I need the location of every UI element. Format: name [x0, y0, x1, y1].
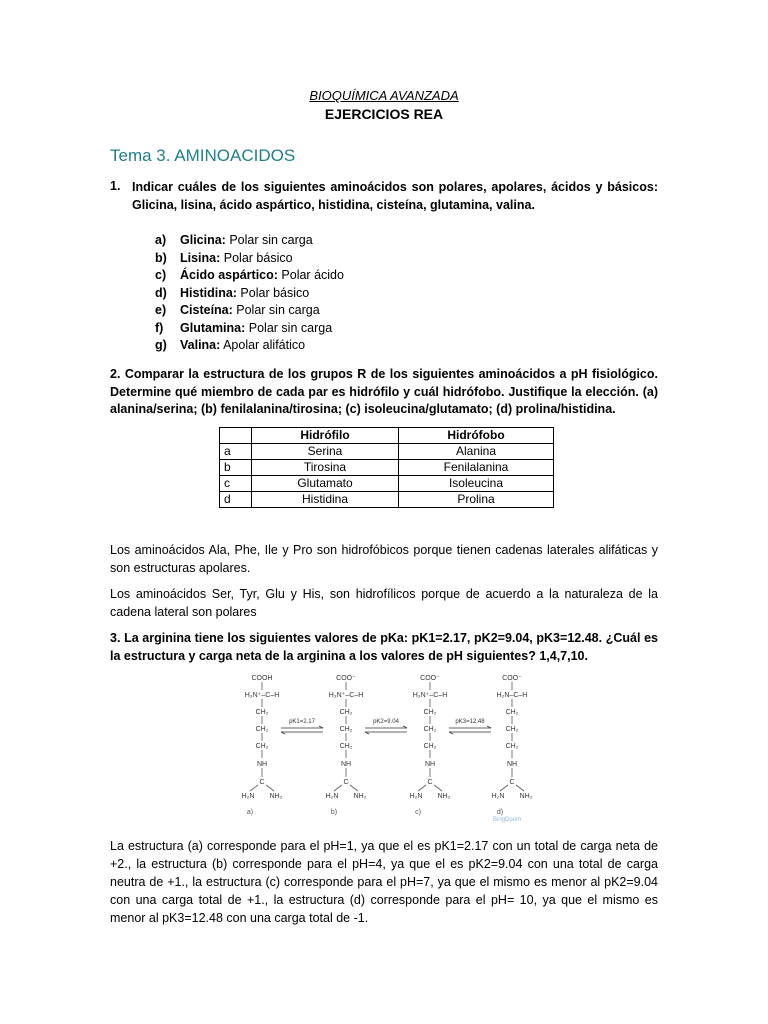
bond-line [334, 785, 342, 791]
carboxyl-label: COOH [251, 675, 273, 682]
equilibrium-arrow [281, 719, 323, 734]
ch2-label: CH₂ [423, 726, 437, 733]
table-cell: Serina [252, 444, 399, 460]
guanidino-right-label: NH₂ [437, 793, 451, 800]
item-desc: Polar básico [220, 250, 293, 265]
arginine-structure [410, 675, 451, 816]
panel-label: a) [246, 809, 254, 816]
item-name: Cisteína: [180, 303, 233, 317]
panel-label: d) [496, 809, 504, 816]
ch2-label: CH₂ [505, 743, 519, 750]
item-letter: a) [155, 233, 167, 247]
table-cell: d [220, 492, 252, 508]
nh-label: NH [506, 761, 518, 768]
alpha-carbon-label: H₃N⁺–C–H [412, 692, 448, 699]
question-1-text: Indicar cuáles de los siguientes aminoácidos son polares, apolares, ácidos y básicos: Glicina, lisina, ácido aspártico, histidina, cisteína, glutamina, valina. [132, 180, 658, 212]
table-cell: Alanina [399, 444, 554, 460]
pka-label: pK2=9.04 [373, 719, 399, 725]
item-desc: Polar sin carga [232, 303, 320, 317]
guanidino-left-label: H₂N [241, 793, 255, 800]
item-desc: Polar sin carga [245, 320, 333, 335]
arginine-structure [492, 675, 533, 816]
table-header-row [220, 428, 554, 444]
guanidino-right-label: NH₂ [353, 793, 367, 800]
item-desc: Polar básico [236, 285, 310, 300]
table-row [220, 444, 554, 460]
equilibrium-arrow [449, 719, 491, 734]
guanidino-left-label: H₂N [325, 793, 339, 800]
ch2-label: CH₂ [505, 709, 519, 716]
item-name: Glicina: [180, 233, 226, 247]
bond-line [418, 785, 426, 791]
guanidino-carbon-label: C [427, 779, 433, 786]
pka-label: pK3=12.48 [455, 719, 485, 725]
item-letter: c) [155, 268, 167, 282]
arginine-figure [231, 673, 541, 823]
guanidino-left-label: H₂N [409, 793, 423, 800]
table-header-cell [220, 428, 252, 444]
item-letter: f) [155, 320, 164, 335]
list-item [155, 320, 344, 338]
question-2-text: 2. Comparar la estructura de los grupos R de los siguientes aminoácidos a pH fisiológico. Determine qué miembro de cada par es hidrófilo y cuál hidrófobo. Justifique la elección. (a) alanina/serina; (b) fenilalanina/tirosina; (c) isoleucina/glutamato; (d) prolina/histidina. [110, 367, 658, 416]
panel-label: c) [415, 809, 421, 816]
list-item [155, 267, 344, 285]
item-name: Lisina: [180, 250, 221, 265]
paragraph-hydrophobic: Los aminoácidos Ala, Phe, Ile y Pro son hidrofóbicos porque tienen cadenas laterales alifáticas y son estructuras apolares. [110, 543, 658, 575]
document-title: EJERCICIOS REA [324, 106, 444, 122]
panel-label: b) [330, 809, 338, 816]
table-cell: b [220, 460, 252, 476]
ch2-label: CH₂ [339, 743, 353, 750]
bond-line [250, 785, 258, 791]
ch2-label: CH₂ [255, 743, 269, 750]
nh-label: NH [424, 761, 436, 768]
table-cell: Prolina [399, 492, 554, 508]
ch2-label: CH₂ [255, 709, 269, 716]
guanidino-right-label: NH₂ [519, 793, 533, 800]
bond-line [500, 785, 508, 791]
table-row [220, 460, 554, 476]
table-cell: c [220, 476, 252, 492]
guanidino-left-label: H₂N [491, 793, 505, 800]
item-desc: Apolar alifático [220, 338, 306, 352]
list-item [155, 302, 344, 320]
item-letter: d) [155, 285, 167, 300]
ch2-label: CH₂ [339, 726, 353, 733]
item-letter: g) [155, 338, 167, 352]
pka-label: pK1=2.17 [289, 719, 315, 725]
figure-watermark: BingDoom [492, 817, 522, 823]
alpha-carbon-label: H₃N⁺–C–H [328, 692, 364, 699]
bond-line [516, 785, 524, 791]
arginine-structure [242, 675, 283, 816]
bond-line [434, 785, 442, 791]
carboxyl-label: COO⁻ [420, 675, 440, 682]
alpha-carbon-label: H₂N–C–H [496, 692, 528, 699]
structure-panels [242, 675, 533, 816]
table-cell: Histidina [252, 492, 399, 508]
bond-line [266, 785, 274, 791]
item-desc: Polar ácido [277, 268, 344, 282]
bond-line [350, 785, 358, 791]
nh-label: NH [340, 761, 352, 768]
paragraph-hydrophilic: Los aminoácidos Ser, Tyr, Glu y His, son hidrofílicos porque de acuerdo a la naturaleza de la cadena lateral son polares [110, 587, 658, 619]
question-3-text: 3. La arginina tiene los siguientes valores de pKa: pK1=2.17, pK2=9.04, pK3=12.48. ¿Cuál es la estructura y carga neta de la arginina a los valores de pH siguientes? 1,4,7,10. [110, 631, 658, 663]
item-desc: Polar sin carga [225, 233, 313, 247]
item-letter: b) [155, 250, 167, 265]
table-cell: Tirosina [252, 460, 399, 476]
ch2-label: CH₂ [423, 743, 437, 750]
alpha-carbon-label: H₃N⁺–C–H [244, 692, 280, 699]
carboxyl-label: COO⁻ [502, 675, 522, 682]
question-1-number: 1. [110, 179, 121, 193]
equilibrium-arrows [281, 719, 491, 734]
item-name: Histidina: [180, 285, 237, 300]
carboxyl-label: COO⁻ [336, 675, 356, 682]
section-heading: Tema 3. AMINOACIDOS [110, 146, 296, 165]
table-cell: Glutamato [252, 476, 399, 492]
ch2-label: CH₂ [505, 726, 519, 733]
table-cell: Fenilalanina [399, 460, 554, 476]
table-header-cell: Hidrófobo [399, 428, 554, 444]
ch2-label: CH₂ [255, 726, 269, 733]
item-letter: e) [155, 303, 167, 317]
guanidino-carbon-label: C [509, 779, 515, 786]
list-item [155, 232, 344, 250]
list-item [155, 337, 344, 355]
table-row [220, 492, 554, 508]
guanidino-carbon-label: C [343, 779, 349, 786]
table-header-cell: Hidrófilo [252, 428, 399, 444]
equilibrium-arrow [365, 719, 407, 734]
guanidino-carbon-label: C [259, 779, 265, 786]
arginine-structure [326, 675, 367, 816]
nh-label: NH [256, 761, 268, 768]
course-subtitle: BIOQUÍMICA AVANZADA [309, 88, 459, 103]
item-name: Glutamina: [180, 320, 246, 335]
table-cell: a [220, 444, 252, 460]
item-name: Ácido aspártico: [180, 268, 278, 282]
list-item [155, 285, 344, 303]
ch2-label: CH₂ [339, 709, 353, 716]
ch2-label: CH₂ [423, 709, 437, 716]
table-row [220, 476, 554, 492]
table-cell: Isoleucina [399, 476, 554, 492]
answer-list [155, 232, 344, 355]
guanidino-right-label: NH₂ [269, 793, 283, 800]
question-3-answer: La estructura (a) corresponde para el pH=1, ya que el es pK1=2.17 con un total de carga neta de +2., la estructura (b) corresponde para el pH=4, ya que el es pK2=9.04 con una total de carga neutra de +1., la estructura (c) corresponde para el pH=7, ya que el mismo es menor al pK2=9.04 con una carga total de +1., la estructura (d) corresponde para el pH= 10, ya que el mismo es menor al pK3=12.48 con una carga total de -1. [110, 839, 658, 925]
hydro-table [219, 427, 554, 508]
list-item [155, 250, 344, 268]
item-name: Valina: [180, 338, 221, 352]
